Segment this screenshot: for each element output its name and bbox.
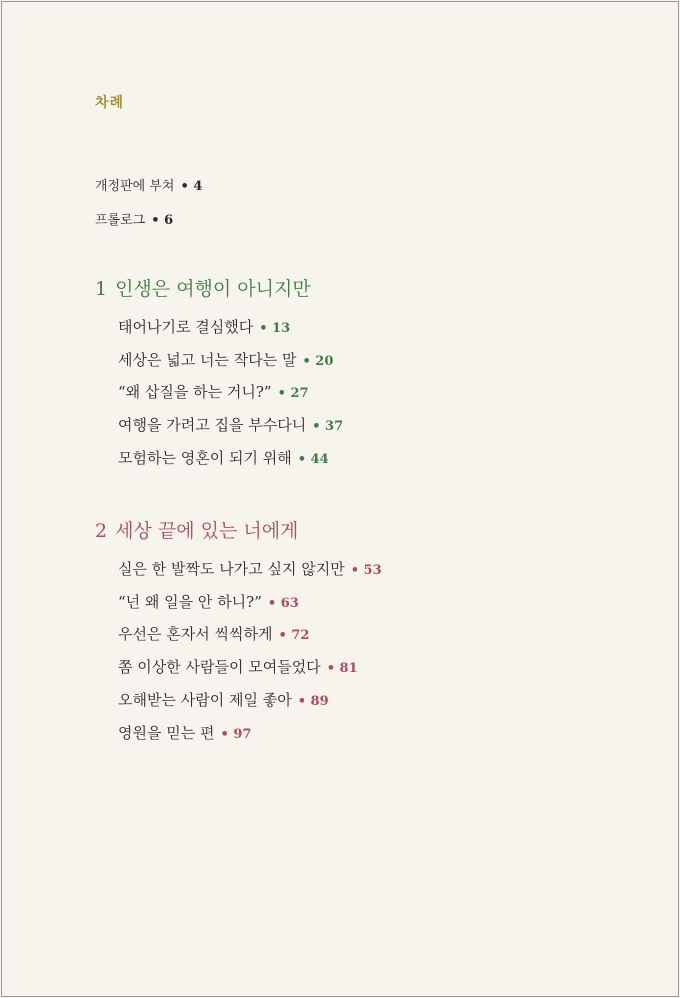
toc-entry	[118, 722, 251, 743]
toc-entry-page: • 20	[302, 354, 334, 369]
page-border	[1, 1, 679, 997]
toc-entry-title: 모험하는 영혼이 되기 위해	[118, 449, 292, 467]
toc-entry	[118, 349, 333, 370]
chapter-1-heading	[95, 274, 311, 301]
toc-heading: 차례	[95, 95, 125, 111]
toc-entry-page: • 97	[220, 727, 252, 742]
toc-entry-title: 오해받는 사람이 제일 좋아	[118, 691, 292, 709]
chapter-number: 1	[95, 278, 108, 300]
toc-entry-title: “왜 삽질을 하는 거니?”	[118, 383, 272, 401]
toc-entry	[118, 381, 309, 402]
toc-entry-title: 영원을 믿는 편	[118, 724, 215, 742]
front-matter-title: 프롤로그	[95, 213, 146, 228]
front-matter-item-preface	[95, 175, 202, 194]
toc-entry-title: 세상은 넓고 너는 작다는 말	[118, 351, 297, 369]
toc-entry-page: • 81	[326, 661, 358, 676]
toc-entry-title: 쫌 이상한 사람들이 모여들었다	[118, 658, 321, 676]
front-matter-page: • 6	[151, 213, 174, 228]
toc-entry	[118, 591, 299, 612]
toc-entry	[118, 689, 329, 710]
toc-entry-page: • 53	[350, 563, 382, 578]
chapter-2-heading	[95, 516, 298, 543]
toc-entry-title: 태어나기로 결심했다	[118, 318, 254, 336]
toc-entry-title: 여행을 가려고 집을 부수다니	[118, 416, 307, 434]
toc-entry-page: • 13	[259, 321, 291, 336]
toc-entry-page: • 44	[297, 452, 329, 467]
toc-entry-page: • 89	[297, 694, 329, 709]
toc-entry-page: • 63	[267, 596, 299, 611]
toc-entry	[118, 414, 343, 435]
front-matter-page: • 4	[180, 179, 203, 194]
front-matter-item-prologue	[95, 209, 173, 228]
toc-entry	[118, 447, 329, 468]
toc-entry	[118, 316, 290, 337]
toc-entry	[118, 623, 309, 644]
chapter-title: 세상 끝에 있는 너에게	[115, 520, 299, 542]
toc-entry-page: • 37	[312, 419, 344, 434]
toc-entry-title: 우선은 혼자서 씩씩하게	[118, 625, 273, 643]
toc-entry	[118, 656, 358, 677]
chapter-number: 2	[95, 520, 108, 542]
chapter-title: 인생은 여행이 아니지만	[115, 278, 311, 300]
toc-entry-title: “넌 왜 일을 안 하니?”	[118, 593, 262, 611]
toc-entry	[118, 558, 382, 579]
toc-entry-page: • 27	[277, 386, 309, 401]
toc-entry-page: • 72	[278, 628, 310, 643]
toc-entry-title: 실은 한 발짝도 나가고 싶지 않지만	[118, 560, 345, 578]
front-matter-title: 개정판에 부쳐	[95, 179, 175, 194]
